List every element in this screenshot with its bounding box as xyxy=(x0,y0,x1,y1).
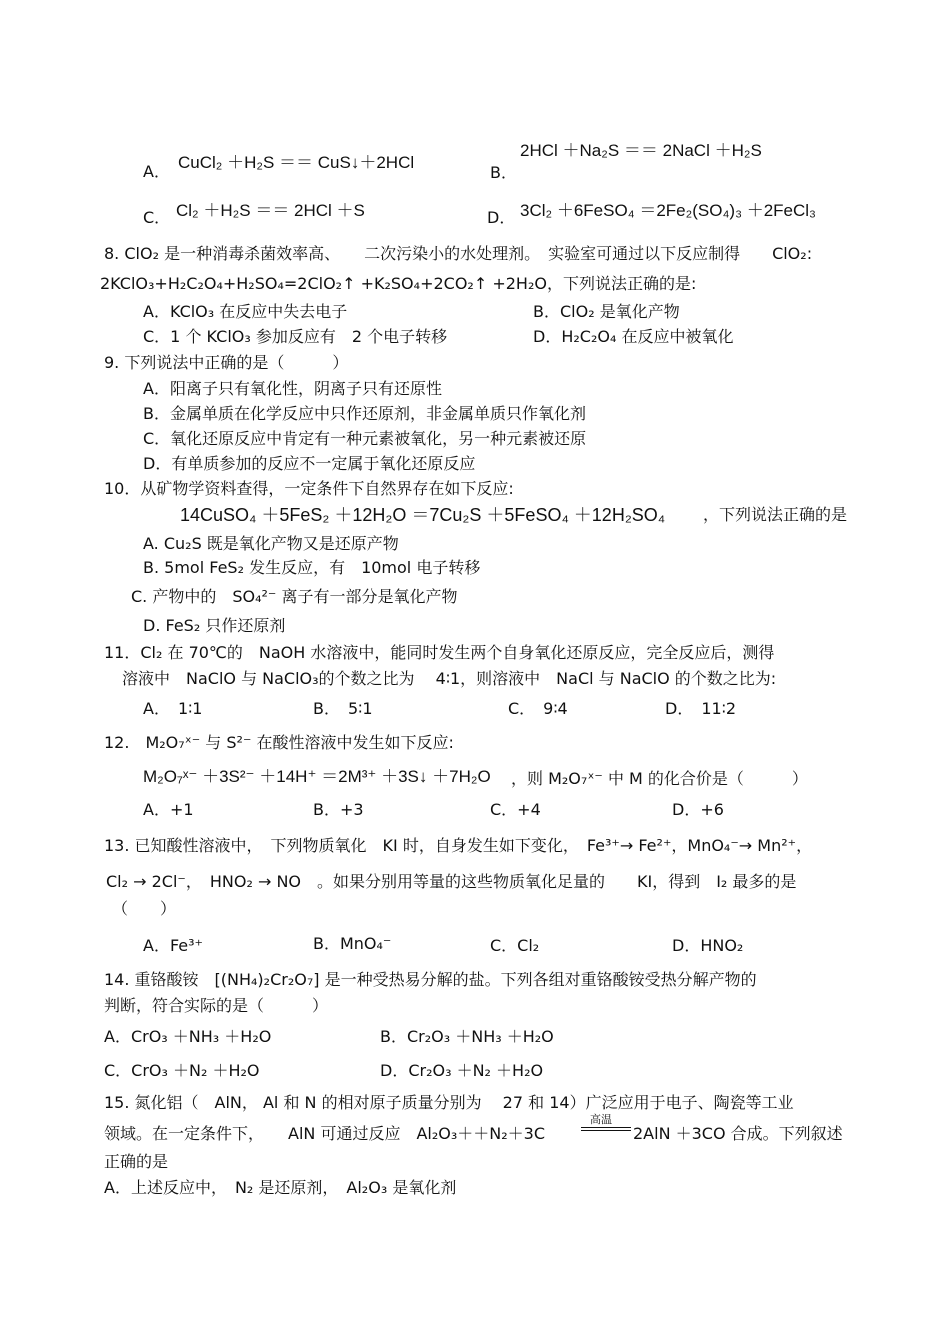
q14-option-d: D．Cr₂O₃ ＋N₂ ＋H₂O xyxy=(380,1061,544,1080)
q13-stem-line2: Cl₂ → 2Cl⁻， HNO₂ → NO 。如果分别用等量的这些物质氧化足量的 KI，得到 I₂ 最多的是 xyxy=(106,872,797,891)
q12-option-b: B．+3 xyxy=(313,800,364,819)
q8-option-a: A．KClO₃ 在反应中失去电子 xyxy=(143,302,348,321)
q7-option-b-equation: 2HCl ＋Na₂S ＝＝ 2NaCl ＋H₂S xyxy=(520,141,762,160)
q12-equation-tail: ，则 M₂O₇ˣ⁻ 中 M 的化合价是（ ） xyxy=(511,769,808,788)
q11-option-a: A． 1∶1 xyxy=(143,699,203,718)
q8-option-d: D．H₂C₂O₄ 在反应中被氧化 xyxy=(533,327,734,346)
q13-stem-line3: （ ） xyxy=(112,899,177,918)
q7-option-c-equation: Cl₂ ＋H₂S ＝＝ 2HCl ＋S xyxy=(176,201,365,220)
q15-stem-line2-end: 2AlN ＋3CO 合成。下列叙述 xyxy=(633,1124,843,1143)
q15-stem-line2-start: 领域。在一定条件下， AlN 可通过反应 Al₂O₃＋＋N₂＋3C xyxy=(104,1124,545,1143)
q14-option-b: B．Cr₂O₃ ＋NH₃ ＋H₂O xyxy=(380,1027,554,1046)
q13-option-c: C．Cl₂ xyxy=(490,936,540,955)
q8-option-c: C．1 个 KClO₃ 参加反应有 2 个电子转移 xyxy=(143,327,448,346)
q15-option-a: A．上述反应中， N₂ 是还原剂， Al₂O₃ 是氧化剂 xyxy=(104,1178,457,1197)
q11-option-b: B． 5∶1 xyxy=(313,699,373,718)
q14-option-a: A．CrO₃ ＋NH₃ ＋H₂O xyxy=(104,1027,272,1046)
q12-equation: M₂O₇ˣ⁻ ＋3S²⁻ ＋14H⁺ ＝2M³⁺ ＋3S↓ ＋7H₂O xyxy=(143,767,491,786)
q10-equation: 14CuSO₄ ＋5FeS₂ ＋12H₂O ＝7Cu₂S ＋5FeSO₄ ＋12H₂SO₄ xyxy=(180,505,666,525)
q10-equation-tail: ，下列说法正确的是 xyxy=(703,505,848,524)
q12-option-c: C．+4 xyxy=(490,800,541,819)
q9-option-c: C．氧化还原反应中肯定有一种元素被氧化，另一种元素被还原 xyxy=(143,429,587,448)
q15-stem-line1: 15. 氮化铝（ AlN， Al 和 N 的相对原子质量分别为 27 和 14）广泛应用于电子、陶瓷等工业 xyxy=(104,1093,794,1112)
q13-option-b: B．MnO₄⁻ xyxy=(313,934,392,953)
q15-stem-line3: 正确的是 xyxy=(104,1152,169,1171)
q8-stem-line1: 8. ClO₂ 是一种消毒杀菌效率高、 二次污染小的水处理剂。 实验室可通过以下反应制得 ClO₂: xyxy=(104,244,813,263)
q11-stem-line1: 11．Cl₂ 在 70℃的 NaOH 水溶液中，能同时发生两个自身氧化还原反应，完全反应后，测得 xyxy=(104,643,775,662)
q11-stem-line2: 溶液中 NaClO 与 NaClO₃的个数之比为 4∶1，则溶液中 NaCl 与 NaClO 的个数之比为: xyxy=(122,669,777,688)
q10-option-b: B. 5mol FeS₂ 发生反应，有 10mol 电子转移 xyxy=(143,558,481,577)
q11-option-c: C． 9∶4 xyxy=(508,699,568,718)
q9-option-d: D．有单质参加的反应不一定属于氧化还原反应 xyxy=(143,454,476,473)
q9-option-b: B．金属单质在化学反应中只作还原剂，非金属单质只作氧化剂 xyxy=(143,404,586,423)
q12-stem: 12. M₂O₇ˣ⁻ 与 S²⁻ 在酸性溶液中发生如下反应: xyxy=(104,733,454,752)
q7-option-b-label: B． xyxy=(490,163,517,182)
q10-option-c: C. 产物中的 SO₄²⁻ 离子有一部分是氧化产物 xyxy=(131,587,458,606)
q7-option-c-label: C． xyxy=(143,208,171,227)
q12-option-d: D．+6 xyxy=(672,800,724,819)
q10-stem: 10．从矿物学资料查得，一定条件下自然界存在如下反应: xyxy=(104,479,514,498)
q15-reaction-equals xyxy=(581,1127,631,1131)
q9-option-a: A．阳离子只有氧化性，阴离子只有还原性 xyxy=(143,379,442,398)
q13-option-a: A．Fe³⁺ xyxy=(143,936,203,955)
q13-option-d: D．HNO₂ xyxy=(672,936,744,955)
q8-stem-line2: 2KClO₃+H₂C₂O₄+H₂SO₄=2ClO₂↑ +K₂SO₄+2CO₂↑ +2H₂O，下列说法正确的是: xyxy=(100,274,697,293)
q14-option-c: C．CrO₃ ＋N₂ ＋H₂O xyxy=(104,1061,260,1080)
q15-reaction-condition: 高温 xyxy=(590,1113,612,1126)
q7-option-d-label: D． xyxy=(487,208,516,227)
q9-stem: 9. 下列说法中正确的是（ ） xyxy=(104,353,349,372)
q11-option-d: D． 11∶2 xyxy=(665,699,737,718)
q14-stem-line2: 判断，符合实际的是（ ） xyxy=(104,996,329,1015)
q13-stem-line1: 13. 已知酸性溶液中， 下列物质氧化 KI 时，自身发生如下变化， Fe³⁺→ Fe²⁺，MnO₄⁻→ Mn²⁺， xyxy=(104,836,813,855)
q8-option-b: B．ClO₂ 是氧化产物 xyxy=(533,302,680,321)
q7-option-a-equation: CuCl₂ ＋H₂S ＝＝ CuS↓＋2HCl xyxy=(178,153,415,172)
q10-option-a: A. Cu₂S 既是氧化产物又是还原产物 xyxy=(143,534,399,553)
q7-option-a-label: A． xyxy=(143,162,170,181)
q12-option-a: A．+1 xyxy=(143,800,194,819)
q10-option-d: D. FeS₂ 只作还原剂 xyxy=(143,616,286,635)
q7-option-d-equation: 3Cl₂ ＋6FeSO₄ ＝2Fe₂(SO₄)₃ ＋2FeCl₃ xyxy=(520,201,816,220)
q14-stem-line1: 14. 重铬酸铵 [(NH₄)₂Cr₂O₇] 是一种受热易分解的盐。下列各组对重铬酸铵受热分解产物的 xyxy=(104,970,757,989)
